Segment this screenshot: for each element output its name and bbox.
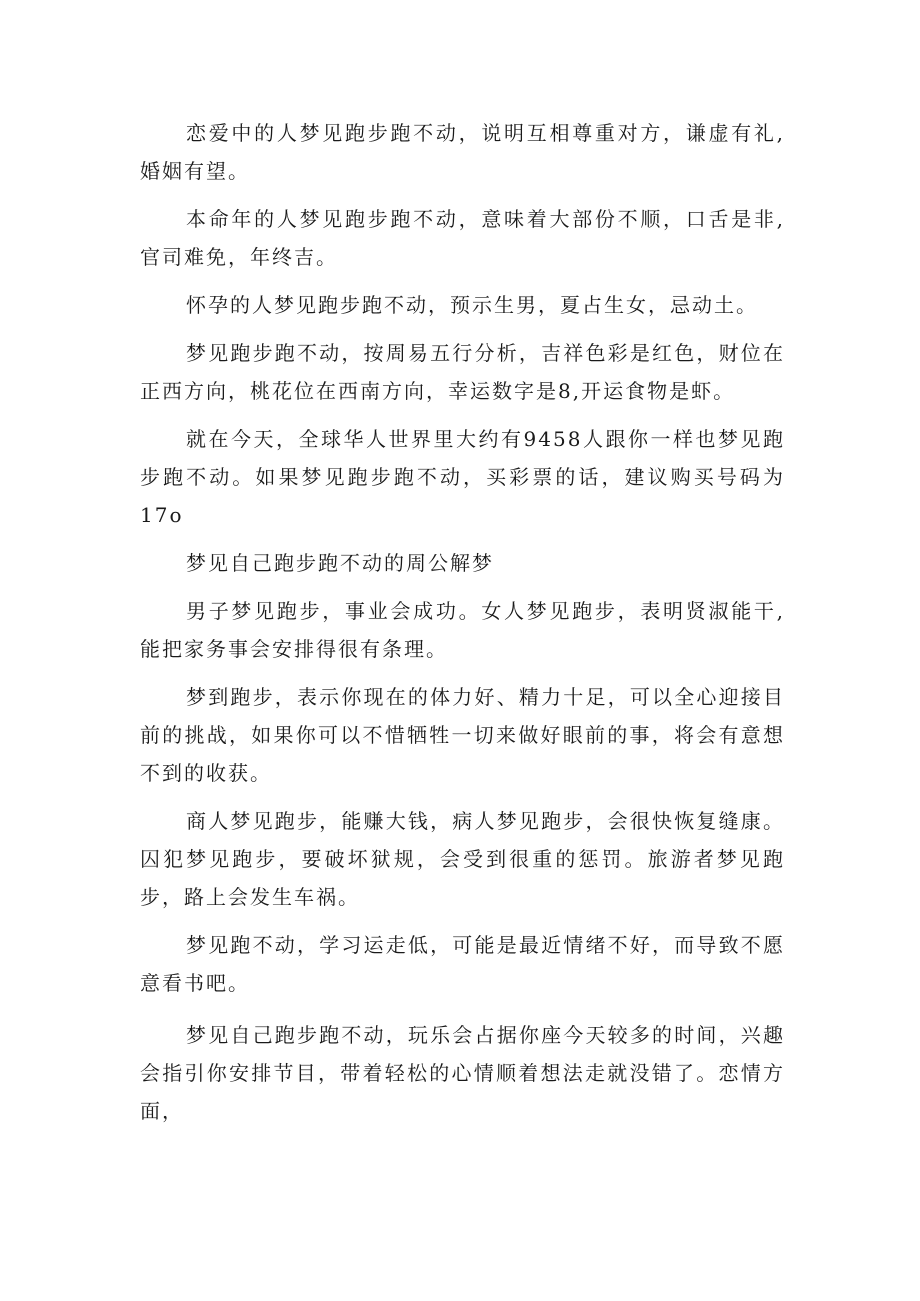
paragraph-love: 恋爱中的人梦见跑步跑不动，说明互相尊重对方，谦虚有礼,婚姻有望。 <box>140 121 785 183</box>
paragraph-leisure: 梦见自己跑步跑不动，玩乐会占据你座今天较多的时间，兴趣会指引你安排节目，带着轻松的心情顺着想法走就没错了。恋情方面， <box>140 1023 785 1123</box>
paragraph-birth-year: 本命年的人梦见跑步跑不动，意味着大部份不顺，口舌是非,官司难免，年终吉。 <box>140 207 785 269</box>
paragraph-study: 梦见跑不动，学习运走低，可能是最近情绪不好，而导致不愿意看书吧。 <box>140 933 785 995</box>
section-heading-zhougong: 梦见自己跑步跑不动的周公解梦 <box>186 551 494 575</box>
paragraph-pregnant: 怀孕的人梦见跑步跑不动，预示生男，夏占生女，忌动土。 <box>186 293 758 317</box>
paragraph-lottery: 就在今天，全球华人世界里大约有9458人跟你一样也梦见跑步跑不动。如果梦见跑步跑不动，买彩票的话，建议购买号码为17o <box>140 427 785 527</box>
document-body <box>140 114 785 1140</box>
paragraph-energy: 梦到跑步，表示你现在的体力好、精力十足，可以全心迎接目前的挑战，如果你可以不惜牺牲一切来做好眼前的事，将会有意想不到的收获。 <box>140 685 785 785</box>
paragraph-merchant-patient: 商人梦见跑步，能赚大钱，病人梦见跑步，会很快恢复缝康。囚犯梦见跑步，要破坏狱规，会受到很重的惩罚。旅游者梦见跑步，路上会发生车祸。 <box>140 809 785 909</box>
paragraph-five-elements: 梦见跑步跑不动，按周易五行分析，吉祥色彩是红色，财位在正西方向，桃花位在西南方向，幸运数字是8,开运食物是虾。 <box>140 341 785 403</box>
paragraph-man-woman: 男子梦见跑步，事业会成功。女人梦见跑步，表明贤淑能干,能把家务事会安排得很有条理。 <box>140 599 785 661</box>
